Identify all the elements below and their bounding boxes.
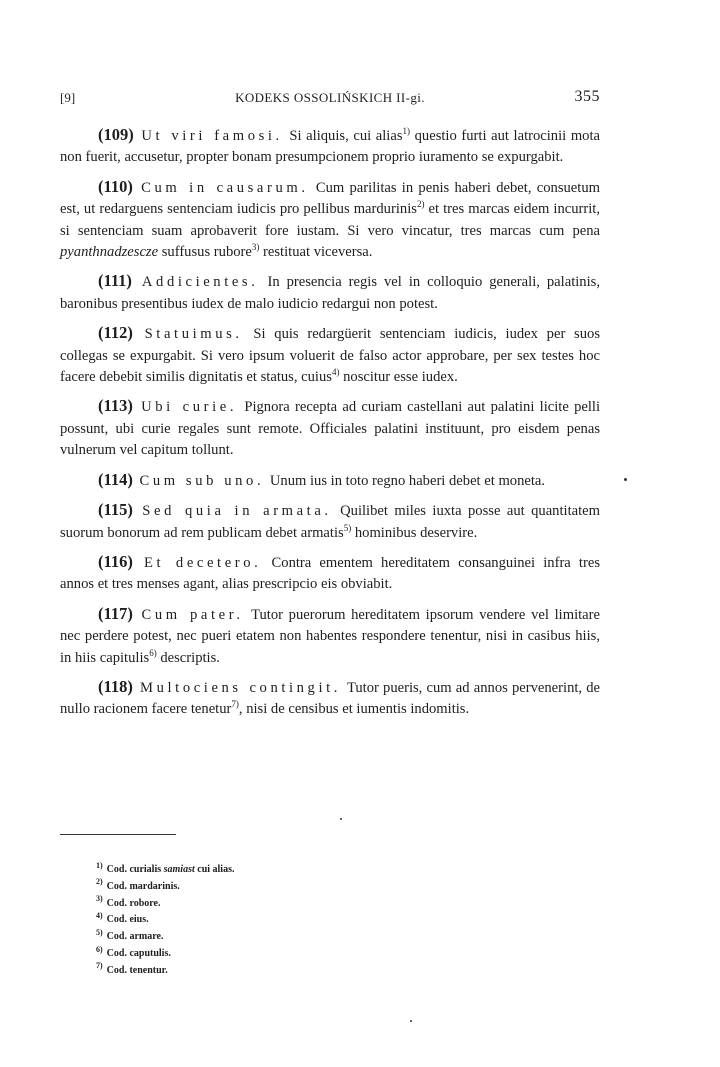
paragraph-number: (110) bbox=[98, 176, 133, 196]
paragraph-incipit: Cum in causarum. bbox=[141, 179, 309, 196]
paragraph-number: (114) bbox=[98, 469, 133, 489]
footnote-text: Cod. mardarinis. bbox=[106, 880, 180, 892]
footnote-separator bbox=[60, 834, 176, 835]
margin-speck bbox=[410, 1020, 412, 1022]
footnote-mark: 7) bbox=[96, 961, 103, 971]
paragraph-109 bbox=[60, 124, 600, 169]
paragraph-incipit: Multociens contingit. bbox=[140, 679, 342, 696]
footnote-mark: 4) bbox=[96, 911, 103, 921]
footnote-mark: 6) bbox=[96, 944, 103, 954]
footnote-text: cui alias. bbox=[197, 864, 235, 875]
footnotes bbox=[96, 862, 234, 980]
footnote-text: Cod. robore. bbox=[106, 897, 161, 909]
paragraph-incipit: Addicientes. bbox=[141, 274, 259, 291]
footnote bbox=[96, 879, 234, 896]
paragraph-incipit: Ubi curie. bbox=[141, 399, 238, 416]
paragraph-text: Si aliquis, cui alias bbox=[289, 128, 403, 144]
footnote-text: Cod. armare. bbox=[106, 931, 164, 943]
page-number: 355 bbox=[574, 88, 600, 105]
footnote-mark: 3) bbox=[96, 894, 103, 904]
paragraph-number: (116) bbox=[98, 551, 133, 571]
paragraph-number: (117) bbox=[98, 603, 133, 623]
footnote-ref: 5) bbox=[343, 522, 352, 533]
margin-speck bbox=[340, 818, 342, 820]
paragraph-number: (113) bbox=[98, 396, 133, 416]
paragraph-text: noscitur esse iudex. bbox=[343, 369, 458, 386]
italic-term: pyanthnadzescze bbox=[60, 244, 159, 261]
footnote-ref: 7) bbox=[231, 699, 239, 710]
footnote bbox=[96, 929, 234, 946]
footnote bbox=[96, 912, 234, 929]
paragraph-text: In presencia regis vel in colloquio generali, palatinis, baronibus presentibus iudex de malo iudicio redargui non potest. bbox=[60, 274, 600, 312]
paragraph-text: descriptis. bbox=[160, 649, 220, 666]
paragraph-number: (109) bbox=[98, 125, 134, 144]
paragraph-112 bbox=[60, 322, 600, 388]
paragraph-text: Unum ius in toto regno haberi debet et moneta. bbox=[269, 472, 546, 489]
paragraph-text: , nisi de censibus et iumentis indomitis. bbox=[238, 701, 470, 718]
paragraph-number: (115) bbox=[98, 500, 133, 520]
header-title: KODEKS OSSOLIŃSKICH II-gi. bbox=[235, 90, 425, 105]
footnote-italic: samiast bbox=[163, 864, 195, 875]
footnote-text: Cod. tenentur. bbox=[106, 964, 168, 976]
paragraph-text: Si quis redargüerit sentenciam iudicis, iudex per suos collegas se expurgabit. Si vero ipsum voluerit de falso actor approbare, per sex testes hoc facere debebit similis dignitatis et status, cuius bbox=[60, 326, 600, 386]
paragraph-116 bbox=[60, 551, 600, 596]
paragraph-text: Quilibet miles iuxta posse aut quantitatem suorum bonorum ad rem publicam debet armatis bbox=[60, 503, 601, 541]
footnote bbox=[96, 896, 234, 913]
footnote-text: Cod. eius. bbox=[106, 914, 149, 926]
footnote bbox=[96, 946, 234, 963]
paragraph-text: Tutor pueris, cum ad annos pervenerint, de nullo racionem facere tenetur bbox=[60, 679, 601, 718]
paragraph-text: Pignora recepta ad curiam castellani aut palatini licite pelli possunt, ubi curie regales sunt remote. Officiales palatini instituunt, pro eisdem penas vulnerum vel capitum tollunt. bbox=[60, 399, 601, 459]
paragraph-text: suffusus rubore bbox=[161, 244, 252, 261]
paragraph-text: Contra ementem hereditatem consanguinei infra tres annos et tres menses agant, alias prescripcio eis obviabit. bbox=[60, 554, 600, 593]
paragraph-text: Cum parilitas in penis haberi debet, consuetum est, ut redarguens sentenciam iudicis pro pellibus mardurinis bbox=[60, 179, 600, 218]
footnote-ref: 6) bbox=[149, 647, 157, 658]
paragraph-incipit: Sed quia in armata. bbox=[142, 503, 332, 520]
paragraph-text: et tres marcas eidem incurrit, si sentenciam suam aprobaverit fore iustam. Si vero vincatur, tres marcas cum pena bbox=[60, 201, 600, 239]
footnote-mark: 1) bbox=[96, 860, 103, 870]
paragraph-text: restituat viceversa. bbox=[263, 244, 373, 261]
paragraph-text: hominibus deservire. bbox=[354, 524, 478, 541]
paragraph-incipit: Cum sub uno. bbox=[139, 472, 265, 489]
margin-speck bbox=[624, 478, 627, 481]
paragraph-110 bbox=[60, 176, 600, 264]
paragraph-incipit: Ut viri famosi. bbox=[141, 128, 283, 144]
footnote bbox=[96, 862, 234, 879]
footnote-ref: 1) bbox=[402, 126, 411, 137]
footnote bbox=[96, 963, 234, 980]
paragraph-113 bbox=[60, 395, 600, 461]
footnote-mark: 5) bbox=[96, 927, 103, 937]
header-section-mark: [9] bbox=[60, 90, 76, 105]
footnote-ref: 4) bbox=[331, 367, 340, 378]
paragraph-number: (111) bbox=[98, 271, 132, 291]
paragraph-text: questio furti aut latrocinii mota non fuerit, accusetur, propter bonam presumpcionem proprio iuramento se expurgabit. bbox=[60, 128, 600, 166]
paragraph-114 bbox=[60, 469, 600, 492]
paragraph-text: Tutor puerorum hereditatem ipsorum vendere vel limitare nec perdere potest, nec pueri etatem non habentes respondere tenentur, nisi in casibus hiis, in hiis capitulis bbox=[60, 606, 600, 666]
paragraph-number: (118) bbox=[98, 676, 133, 696]
footnote-text: Cod. caputulis. bbox=[106, 947, 171, 959]
footnote-ref: 2) bbox=[416, 199, 425, 210]
footnote-mark: 2) bbox=[96, 877, 103, 887]
paragraph-number: (112) bbox=[98, 323, 133, 343]
paragraph-117 bbox=[60, 603, 600, 669]
paragraph-118 bbox=[60, 676, 600, 721]
paragraph-111 bbox=[60, 270, 600, 315]
running-header bbox=[60, 88, 600, 112]
footnote-ref: 3) bbox=[251, 242, 260, 253]
footnote-text: Cod. curialis bbox=[106, 864, 162, 875]
paragraph-115 bbox=[60, 499, 600, 544]
main-text bbox=[60, 124, 600, 728]
paragraph-incipit: Et decetero. bbox=[144, 554, 262, 571]
paragraph-incipit: Statuimus. bbox=[144, 326, 243, 343]
paragraph-incipit: Cum pater. bbox=[141, 606, 244, 623]
